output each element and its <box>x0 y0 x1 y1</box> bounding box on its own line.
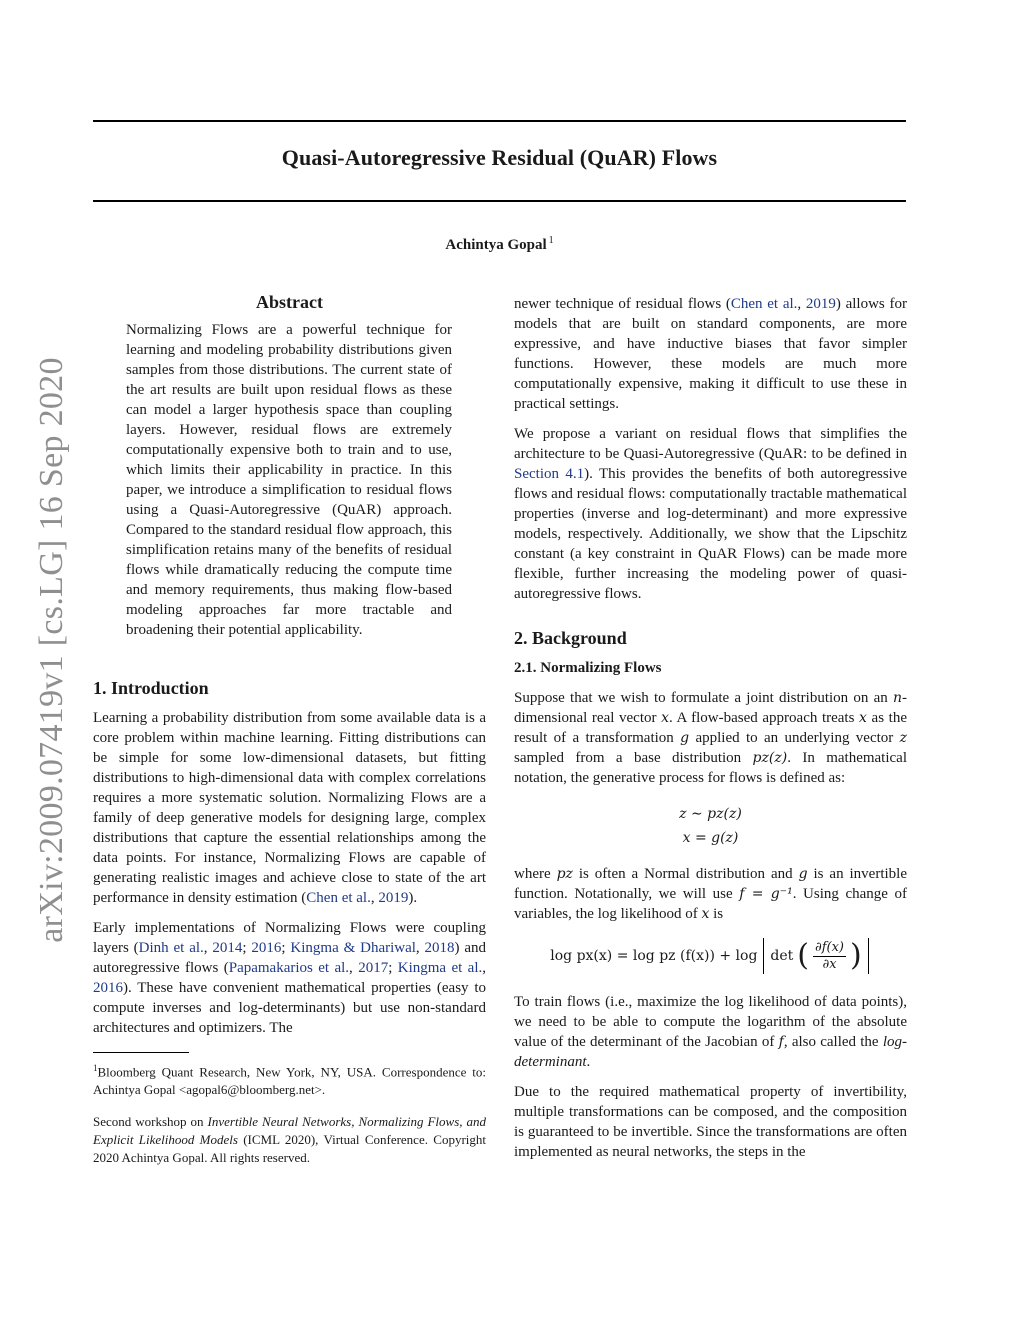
right-paragraph-1: newer technique of residual flows (Chen et al., 2019) allows for models that are built on standard components, are more expressive, and have inductive biases that favor simpler functions. However, these models are much more computationally expensive, making it difficult to use these in practical settings. <box>514 296 907 412</box>
paren-right: ) <box>850 938 862 973</box>
author-name: Achintya Gopal <box>445 237 547 253</box>
citation-link[interactable]: Chen et al. <box>730 296 798 312</box>
citation-link[interactable]: Chen et al. <box>306 890 371 906</box>
right-paragraph-2: We propose a variant on residual flows that simplifies the architecture to be Quasi-Autoregressive (QuAR: to be defined in Section 4.1). This provides the benefits of both autoregressive flows and residual flows: computationally tractable mathematical properties (inverse and log-determinant) and more expressive models, respectively. Additionally, we show that the Lipschitz constant (a key constraint in QuAR Flows) can be made more flexible, further increasing the modeling power of quasi-autoregressive flows. <box>514 426 907 602</box>
equation-line: z ∼ pz(z) <box>679 806 742 822</box>
jacobian-fraction <box>813 940 846 973</box>
equation-lhs: log px(x) = log pz (f(x)) + log <box>550 948 758 964</box>
citation-link[interactable]: 2019 <box>378 890 409 906</box>
right-column <box>514 294 907 1162</box>
intro-paragraph-2: Early implementations of Normalizing Flows were coupling layers (Dinh et al., 2014; 2016; Kingma & Dhariwal, 2018) and autoregressive flows (Papamakarios et al., 2017; Kingma et al., 2016). These have convenient mathematical properties (easy to compute inverses and log-determinants) but use non-standard architectures and optimizers. The <box>93 920 487 1036</box>
footnote-divider <box>93 1052 189 1053</box>
citation-link[interactable]: 2014 <box>212 940 243 956</box>
affiliation-footnote: $^1$Bloomberg Quant Research, New York, NY, USA. Correspondence to: Achintya Gopal <agopal6@bloomberg.net>. <box>93 1063 486 1098</box>
right-paragraph-5: To train flows (i.e., maximize the log likelihood of data points), we need to be able to compute the logarithm of the absolute value of the determinant of the Jacobian of f, also called the log-determinant. <box>514 994 907 1070</box>
left-column <box>93 292 486 1167</box>
fraction-numerator: ∂f(x) <box>815 939 845 955</box>
citation-link[interactable]: 2018 <box>424 940 455 956</box>
section-link[interactable]: Section 4.1 <box>514 466 585 482</box>
right-paragraph-3: Suppose that we wish to formulate a joint distribution on an n-dimensional real vector x. A flow-based approach treats x as the result of a transformation g applied to an underlying vector z sampled from a base distribution pz(z). In mathematical notation, the generative process for flows is defined as: <box>514 690 907 786</box>
citation-link[interactable]: Papamakarios et al. <box>228 960 350 976</box>
abstract-heading: Abstract <box>256 292 323 312</box>
citation-link[interactable]: 2016 <box>93 980 123 996</box>
abs-bar-right <box>868 938 869 974</box>
title-rule-bottom <box>93 200 906 202</box>
citation-link[interactable]: 2017 <box>358 960 389 976</box>
title-rule-top <box>93 120 906 122</box>
workshop-footnote: Second workshop on Invertible Neural Networks, Normalizing Flows, and Explicit Likelihood Models (ICML 2020), Virtual Conference. Copyright 2020 Achintya Gopal. All rights reserved. <box>93 1114 486 1166</box>
background-heading: 2. Background <box>514 628 627 648</box>
abstract-text: Normalizing Flows are a powerful technique for learning and modeling probability distributions given samples from those distributions. The current state of the art results are built upon residual flows as these can model a larger hypothesis space than coupling layers. However, residual flows are extremely computationally expensive both to train and to use, which limits their applicability in practice. In this paper, we introduce a simplification to residual flows using a Quasi-Autoregressive (QuAR) approach. Compared to the standard residual flow approach, this simplification retains many of the benefits of residual flows while dramatically reducing the compute time and memory requirements, thus making flow-based modeling approaches far more tractable and broadening their potential applicability. <box>126 322 452 638</box>
author-footnote-mark: 1 <box>548 235 554 246</box>
abs-bar-left <box>763 938 764 974</box>
arxiv-stamp: arXiv:2009.07419v1 [cs.LG] 16 Sep 2020 <box>33 357 70 943</box>
fraction-denominator: ∂x <box>822 956 837 972</box>
equation-generative-process <box>514 802 907 850</box>
intro-heading: 1. Introduction <box>93 678 209 698</box>
normalizing-flows-heading: 2.1. Normalizing Flows <box>514 660 662 676</box>
det-operator: det <box>770 948 794 964</box>
paper-title: Quasi-Autoregressive Residual (QuAR) Flows <box>281 145 718 170</box>
intro-paragraph-1: Learning a probability distribution from some available data is a core problem within machine learning. Fitting distributions can be simple for some low-dimensional datasets, but fitting distributions to high-dimensional data with complex correlations requires a more systematic solution. Normalizing Flows are a family of deep generative models for designing large, complex distributions that capture the essential relationships among the data points. For instance, Normalizing Flows are capable of generating realistic images and achieve close to state of the art performance in density estimation (Chen et al., 2019). <box>93 710 486 906</box>
citation-link[interactable]: 2016 <box>251 940 282 956</box>
right-paragraph-4: where pz is often a Normal distribution and g is an invertible function. Notationally, we will use f = g⁻¹. Using change of variables, the log likelihood of x is <box>514 866 907 922</box>
author-line <box>93 235 906 254</box>
equation-log-likelihood <box>514 936 907 976</box>
citation-link[interactable]: Kingma et al. <box>397 960 483 976</box>
citation-link[interactable]: 2019 <box>805 296 836 312</box>
paren-left: ( <box>797 938 809 973</box>
citation-link[interactable]: Dinh et al. <box>138 940 204 956</box>
right-paragraph-6: Due to the required mathematical property of invertibility, multiple transformations can be composed, and the composition is guaranteed to be invertible. Since the transformations are often implemented as neural networks, the steps in the <box>514 1084 907 1160</box>
citation-link[interactable]: Kingma & Dhariwal <box>290 940 416 956</box>
equation-line: x = g(z) <box>682 830 739 846</box>
